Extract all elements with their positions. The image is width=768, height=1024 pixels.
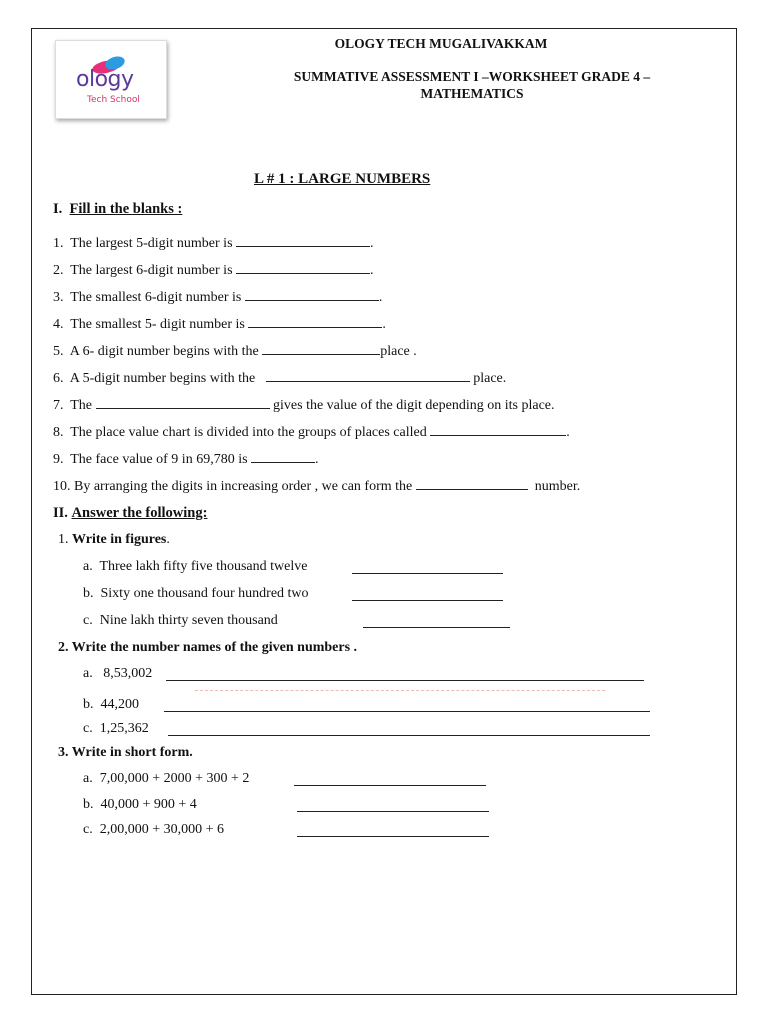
q2-item bbox=[83, 721, 149, 737]
q1-item bbox=[83, 613, 278, 629]
q2-item bbox=[83, 666, 152, 682]
item-number: 5. bbox=[53, 344, 64, 359]
section2-heading bbox=[53, 505, 207, 522]
item-letter: b. bbox=[83, 697, 94, 712]
answer-blank[interactable] bbox=[236, 246, 370, 247]
item-text-end: . bbox=[378, 290, 383, 305]
answer-blank[interactable] bbox=[96, 408, 270, 409]
item-text-end: . bbox=[566, 425, 570, 440]
q3-item bbox=[83, 822, 224, 838]
answer-blank[interactable] bbox=[248, 327, 382, 328]
q1-item bbox=[83, 586, 309, 602]
answer-blank[interactable] bbox=[262, 354, 380, 355]
item-letter: a. bbox=[83, 771, 93, 786]
item-letter: c. bbox=[83, 721, 93, 736]
item-number: 3. bbox=[53, 290, 64, 305]
item-text-end: . bbox=[382, 317, 386, 332]
answer-line[interactable] bbox=[297, 811, 489, 812]
fill-blank-item bbox=[53, 479, 580, 495]
item-text: 1,25,362 bbox=[99, 721, 149, 736]
answer-line[interactable] bbox=[352, 600, 503, 601]
section1-title: Fill in the blanks : bbox=[69, 201, 183, 217]
q1-number: 1. bbox=[58, 532, 69, 547]
item-letter: b. bbox=[83, 586, 94, 601]
fill-blank-item bbox=[53, 452, 319, 468]
fill-blank-item bbox=[53, 371, 506, 387]
section1-heading bbox=[53, 201, 182, 218]
item-text: 44,200 bbox=[100, 697, 139, 712]
answer-line[interactable] bbox=[168, 735, 650, 736]
item-text-end: place . bbox=[380, 344, 417, 359]
section2-title: Answer the following: bbox=[71, 505, 208, 521]
item-number: 10. bbox=[53, 479, 71, 494]
fill-blank-item bbox=[53, 263, 374, 279]
answer-blank[interactable] bbox=[430, 435, 566, 436]
item-letter: c. bbox=[83, 822, 93, 837]
answer-blank[interactable] bbox=[251, 462, 315, 463]
item-text: The largest 6-digit number is bbox=[70, 263, 233, 278]
answer-line[interactable] bbox=[297, 836, 489, 837]
item-text-end: gives the value of the digit depending on its place. bbox=[273, 398, 555, 413]
fill-blank-item bbox=[53, 317, 386, 333]
fill-blank-item bbox=[53, 398, 555, 414]
item-text: The smallest 5- digit number is bbox=[70, 317, 245, 332]
q3-item bbox=[83, 771, 249, 787]
item-text: The face value of 9 in 69,780 is bbox=[70, 452, 248, 467]
worksheet-title-line2: MATHEMATICS bbox=[420, 86, 524, 101]
item-text: A 6- digit number begins with the bbox=[69, 344, 259, 359]
q1-heading: 1. Write in figures. bbox=[58, 532, 170, 547]
item-text: A 5-digit number begins with the bbox=[69, 371, 256, 386]
item-text: 7,00,000 + 2000 + 300 + 2 bbox=[99, 771, 250, 786]
item-number: 9. bbox=[53, 452, 64, 467]
item-number: 8. bbox=[53, 425, 64, 440]
q2-item bbox=[83, 697, 139, 713]
fill-blank-item bbox=[53, 344, 417, 360]
item-letter: c. bbox=[83, 613, 93, 628]
q1-item bbox=[83, 559, 307, 575]
school-logo bbox=[55, 40, 167, 119]
item-letter: a. bbox=[83, 559, 93, 574]
q3-item bbox=[83, 797, 197, 813]
answer-line[interactable] bbox=[352, 573, 503, 574]
lesson-title: L # 1 : LARGE NUMBERS bbox=[254, 171, 431, 187]
worksheet-title-line1: SUMMATIVE ASSESSMENT I –WORKSHEET GRADE 4 – bbox=[293, 69, 651, 84]
item-text: The largest 5-digit number is bbox=[70, 236, 233, 251]
answer-blank[interactable] bbox=[266, 381, 470, 382]
item-number: 6. bbox=[53, 371, 64, 386]
item-letter: b. bbox=[83, 797, 94, 812]
fill-blank-item bbox=[53, 290, 382, 306]
item-text-end: number. bbox=[534, 479, 581, 494]
answer-line[interactable] bbox=[166, 680, 644, 681]
school-name: OLOGY TECH MUGALIVAKKAM bbox=[334, 36, 548, 51]
item-text: The bbox=[70, 398, 93, 413]
item-text-end: . bbox=[370, 263, 374, 278]
q3-heading: 3. Write in short form. bbox=[58, 745, 193, 760]
item-text-end: . bbox=[370, 236, 374, 251]
answer-blank[interactable] bbox=[236, 273, 370, 274]
answer-line[interactable] bbox=[164, 711, 650, 712]
item-text: By arranging the digits in increasing order , we can form the bbox=[74, 479, 413, 494]
fill-blank-item bbox=[53, 236, 374, 252]
logo-brand-text: ology bbox=[76, 67, 134, 92]
item-number: 7. bbox=[53, 398, 64, 413]
item-text: 2,00,000 + 30,000 + 6 bbox=[99, 822, 225, 837]
item-text: The smallest 6-digit number is bbox=[70, 290, 242, 305]
item-text: Nine lakh thirty seven thousand bbox=[99, 613, 278, 628]
item-text: Sixty one thousand four hundred two bbox=[100, 586, 309, 601]
answer-blank[interactable] bbox=[245, 300, 379, 301]
item-text: 40,000 + 900 + 4 bbox=[100, 797, 197, 812]
item-number: 2. bbox=[53, 263, 64, 278]
item-text-end: . bbox=[315, 452, 319, 467]
item-letter: a. bbox=[83, 666, 93, 681]
item-text-end: place. bbox=[473, 371, 507, 386]
fill-blank-item bbox=[53, 425, 570, 441]
faded-dashed-line bbox=[195, 690, 605, 691]
logo-subtitle: Tech School bbox=[87, 95, 140, 105]
item-number: 1. bbox=[53, 236, 64, 251]
item-text: 8,53,002 bbox=[103, 666, 153, 681]
q2-heading: 2. Write the number names of the given numbers . bbox=[58, 640, 358, 655]
item-text: The place value chart is divided into the groups of places called bbox=[70, 425, 427, 440]
item-text: Three lakh fifty five thousand twelve bbox=[99, 559, 308, 574]
q1-title: Write in figures bbox=[72, 532, 167, 547]
answer-line[interactable] bbox=[294, 785, 486, 786]
answer-blank[interactable] bbox=[416, 489, 528, 490]
section2-number: II. bbox=[53, 505, 68, 521]
answer-line[interactable] bbox=[363, 627, 510, 628]
section1-number: I. bbox=[53, 201, 63, 217]
item-number: 4. bbox=[53, 317, 64, 332]
